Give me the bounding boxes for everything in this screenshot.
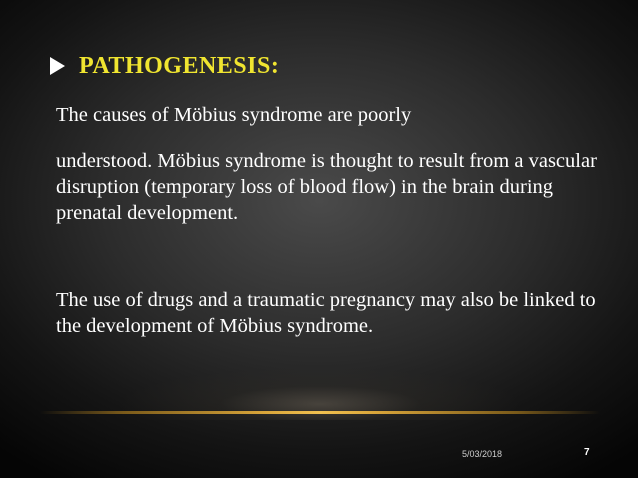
paragraph-risk-factors: The use of drugs and a traumatic pregnancy may also be linked to the development of Möbius syndrome. — [56, 289, 596, 337]
paragraph-intro: The causes of Möbius syndrome are poorly — [56, 104, 412, 126]
slide-heading: PATHOGENESIS: — [79, 53, 280, 79]
paragraph-cause: understood. Möbius syndrome is thought to result from a vascular disruption (temporary loss of blood flow) in the brain during prenatal development. — [56, 150, 597, 224]
footer-date: 5/03/2018 — [462, 449, 503, 459]
arrowhead-bullet-icon — [50, 57, 65, 75]
footer-page-number: 7 — [584, 447, 590, 458]
gold-divider-line — [40, 411, 600, 414]
background-glow — [120, 340, 520, 420]
heading-row — [50, 48, 279, 84]
